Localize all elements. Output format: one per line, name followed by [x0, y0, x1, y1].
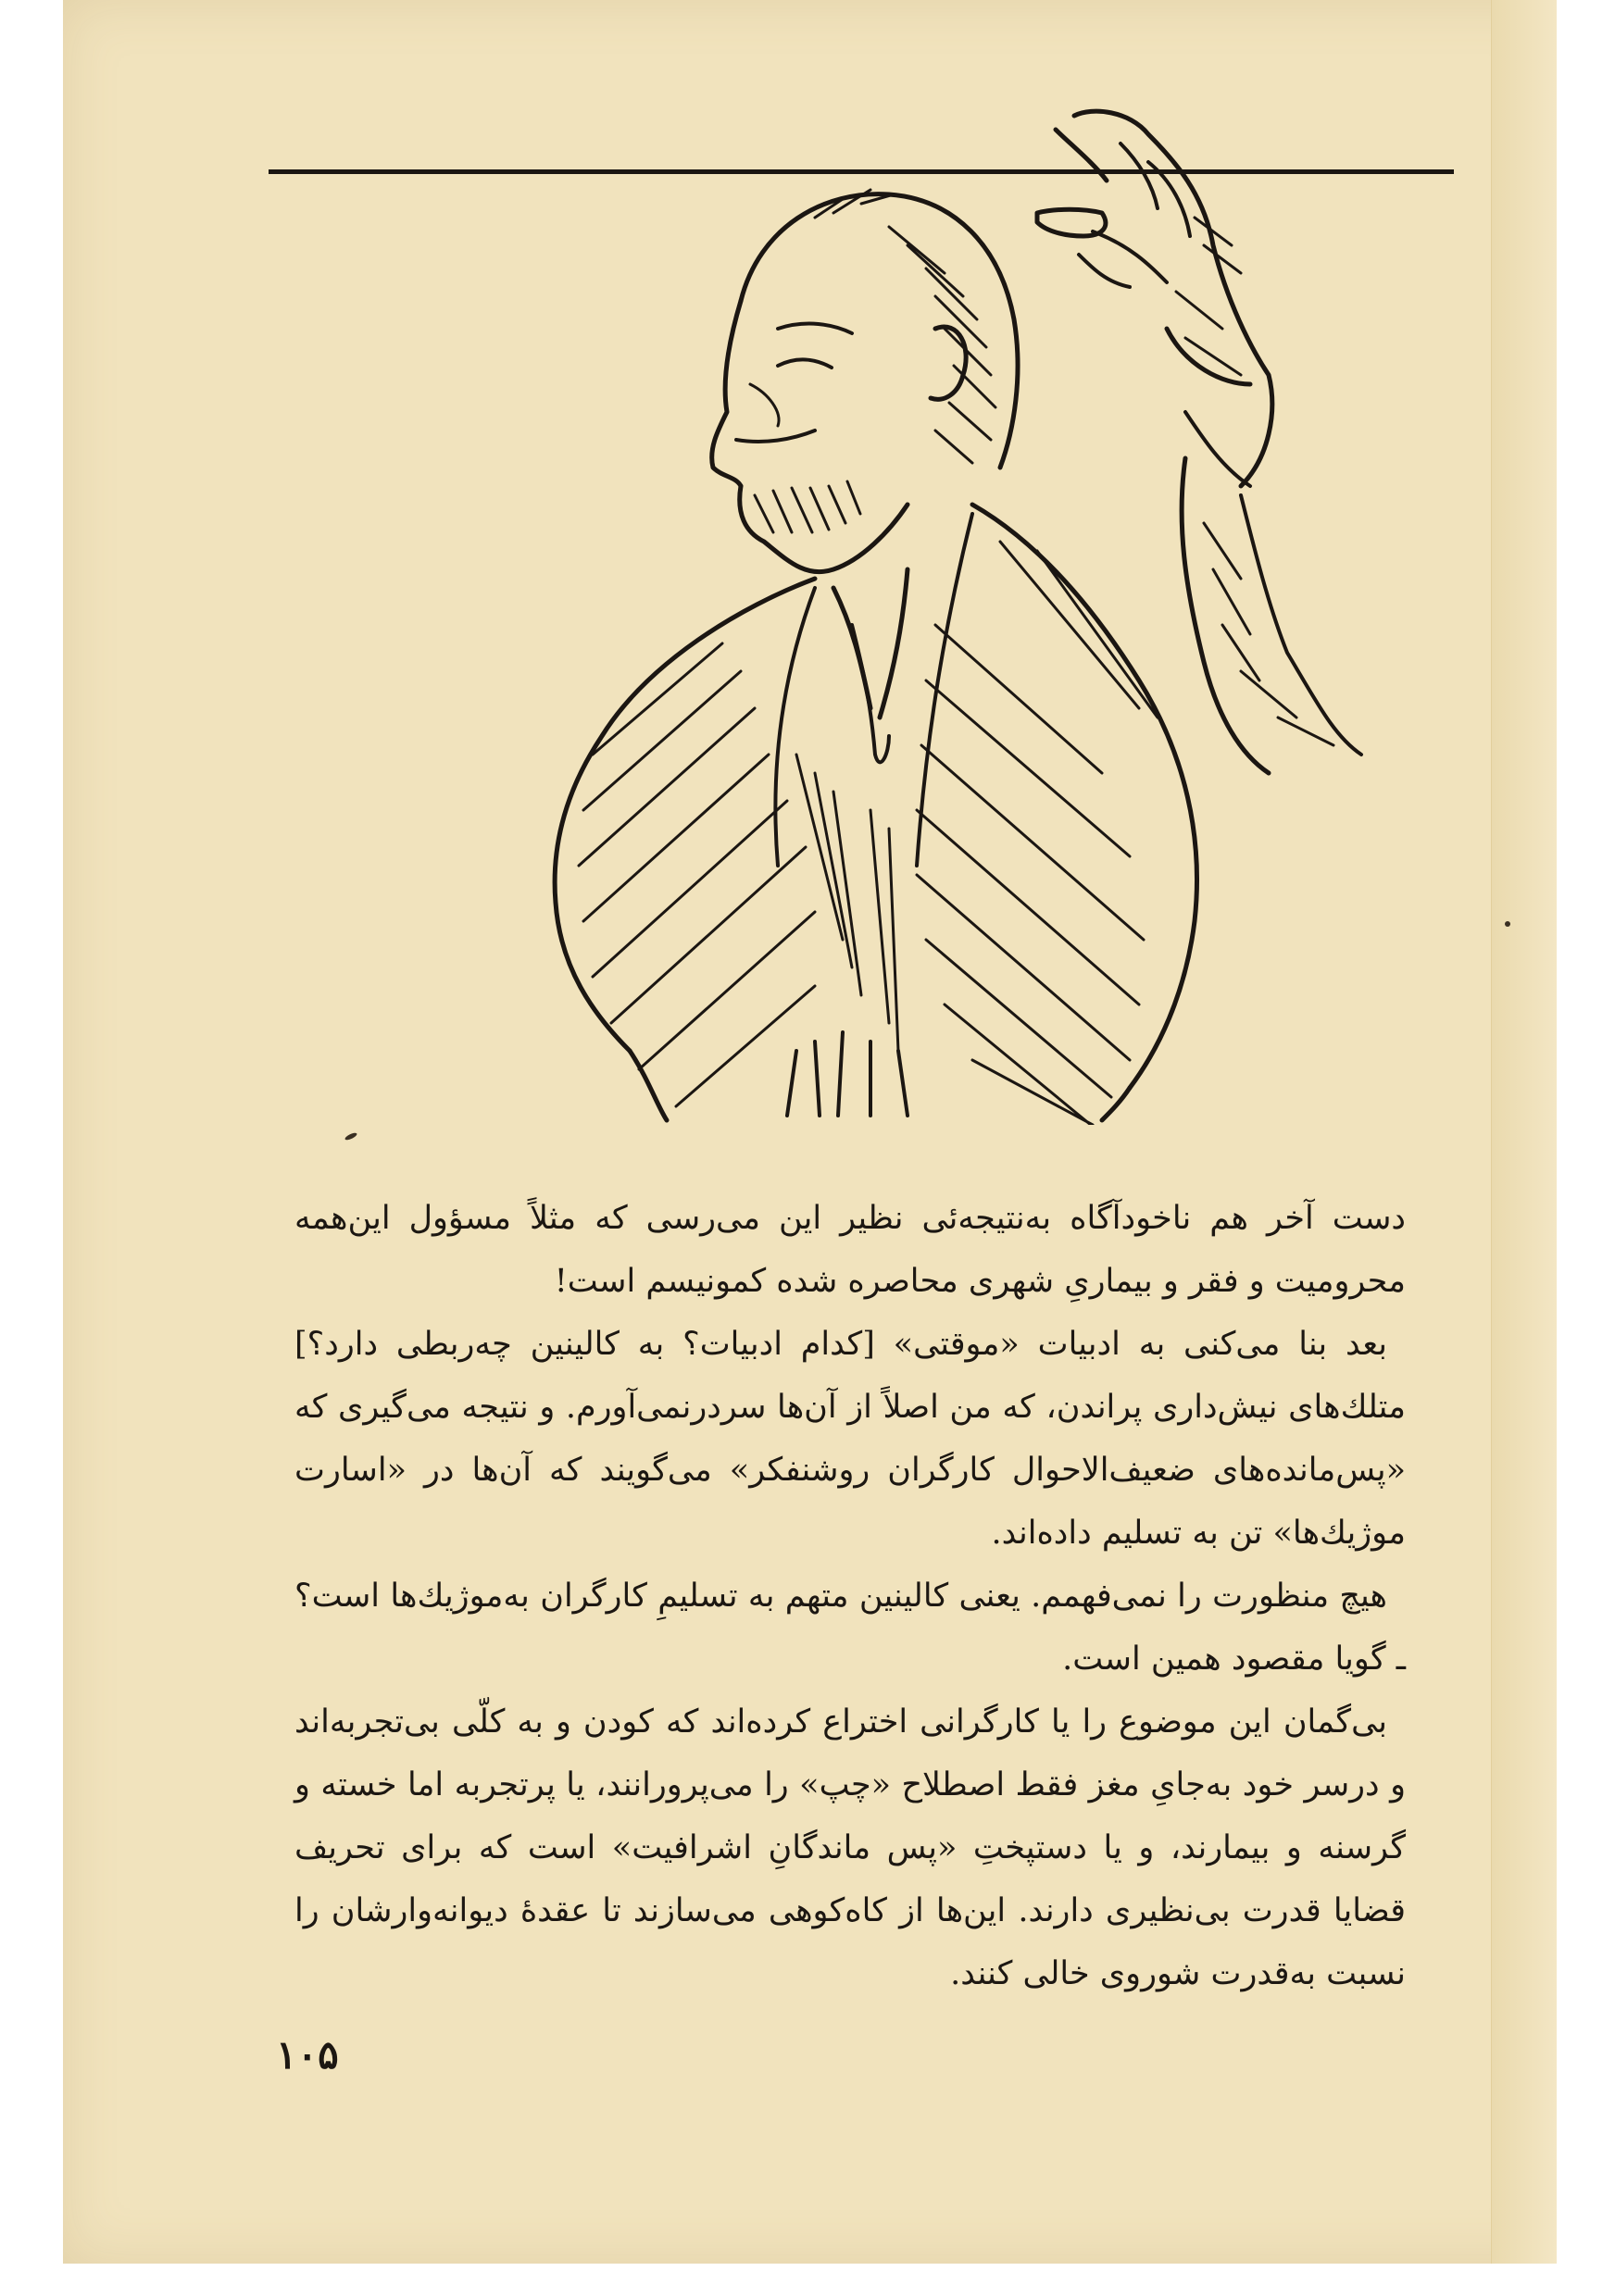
- lenin-portrait-sketch-icon: [537, 106, 1398, 1125]
- page-number: ۱۰۵: [276, 2032, 339, 2078]
- paper-edge: [1491, 0, 1557, 2264]
- ink-speck: [1505, 921, 1510, 927]
- paragraph-1: دست آخر هم ناخودآگاه به‌نتیجه‌ئی نظیر این می‌رسی که مثلاً مسؤول این‌همه محرومیت و فقر و بیماریِ شهری محاصره شده کمونیسم است!: [294, 1200, 1406, 1300]
- paragraph-3: هیچ منظورت را نمی‌فهمم. یعنی کالینین متهم به تسلیمِ کارگران به‌موژیك‌ها است؟ ـ گویا مقصود همین است.: [294, 1578, 1406, 1678]
- paragraph-4: بی‌گمان این موضوع را یا کارگرانی اختراع کرده‌اند که کودن و به کلّی بی‌تجربه‌اند و درسر خود به‌جایِ مغز فقط اصطلاح «چپ» را می‌پرورانند، یا پرتجربه اما خسته و گرسنه و بیمارند، و یا دستپختِ «پس ماندگانِ اشرافیت» است که برای تحریف قضایا قدرت بی‌نظیری دارند. این‌ها از کاه‌کوهی می‌سازند تا عقدهٔ دیوانه‌وارشان را نسبت به‌قدرت شوروی خالی کنند.: [294, 1703, 1406, 1992]
- body-text: [294, 1187, 1406, 2005]
- paragraph-2: بعد بنا می‌کنی به ادبیات «موقتی» [کدام ادبیات؟ به کالینین چه‌ربطی دارد؟] متلك‌های نیش‌داری پراندن، که من اصلاً از آن‌ها سردرنمی‌آورم. و نتیجه می‌گیری که «پس‌مانده‌های ضعیف‌الاحوال کارگران روشنفکر» می‌گویند که آن‌ها در «اسارت موژیك‌ها» تن به تسلیم داده‌اند.: [294, 1326, 1406, 1552]
